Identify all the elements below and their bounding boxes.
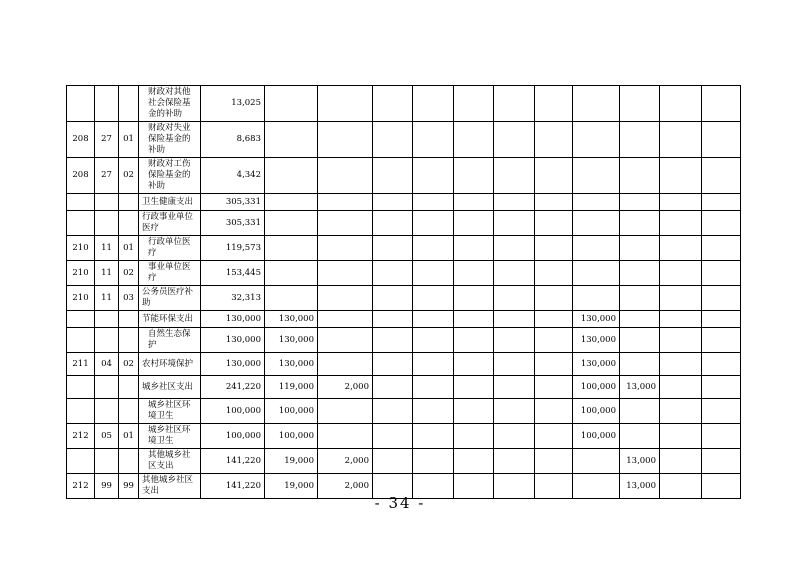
empty-cell <box>454 158 494 194</box>
empty-cell <box>702 261 741 286</box>
empty-cell <box>494 376 535 399</box>
table-row <box>67 424 741 449</box>
amount-cell: 100,000 <box>573 399 620 424</box>
empty-cell <box>660 158 702 194</box>
empty-cell <box>660 328 702 353</box>
empty-cell <box>454 311 494 328</box>
section-code-cell: 11 <box>95 236 119 261</box>
empty-cell <box>413 399 454 424</box>
empty-cell <box>413 194 454 211</box>
subject-name-cell: 财政对其他社会保险基金的补助 <box>139 86 201 122</box>
amount-cell <box>318 236 373 261</box>
subject-name-cell: 城乡社区支出 <box>139 376 201 399</box>
subject-name-cell: 城乡社区环境卫生 <box>139 399 201 424</box>
item-code-cell <box>119 311 139 328</box>
subject-name-cell: 节能环保支出 <box>139 311 201 328</box>
total-amount-cell: 305,331 <box>201 194 265 211</box>
empty-cell <box>660 86 702 122</box>
empty-cell <box>454 424 494 449</box>
subject-name-cell: 行政事业单位医疗 <box>139 211 201 236</box>
empty-cell <box>454 211 494 236</box>
empty-cell <box>660 376 702 399</box>
item-code-cell: 02 <box>119 261 139 286</box>
empty-cell <box>373 328 413 353</box>
empty-cell <box>494 311 535 328</box>
amount-cell: 130,000 <box>573 328 620 353</box>
empty-cell <box>454 376 494 399</box>
empty-cell <box>373 376 413 399</box>
section-code-cell <box>95 194 119 211</box>
table-row <box>67 328 741 353</box>
item-code-cell: 01 <box>119 236 139 261</box>
amount-cell: 100,000 <box>573 424 620 449</box>
empty-cell <box>535 261 573 286</box>
category-code-cell: 210 <box>67 261 95 286</box>
amount-cell <box>318 86 373 122</box>
empty-cell <box>413 424 454 449</box>
amount-cell: 130,000 <box>573 353 620 376</box>
total-amount-cell: 119,573 <box>201 236 265 261</box>
amount-cell <box>573 449 620 474</box>
empty-cell <box>413 158 454 194</box>
table-row <box>67 376 741 399</box>
empty-cell <box>494 122 535 158</box>
subject-name-cell: 财政对工伤保险基金的补助 <box>139 158 201 194</box>
empty-cell <box>494 158 535 194</box>
item-code-cell <box>119 399 139 424</box>
empty-cell <box>454 286 494 311</box>
empty-cell <box>494 449 535 474</box>
amount-cell <box>620 286 660 311</box>
empty-cell <box>373 399 413 424</box>
table-row <box>67 158 741 194</box>
empty-cell <box>413 261 454 286</box>
amount-cell: 130,000 <box>265 353 318 376</box>
empty-cell <box>373 261 413 286</box>
total-amount-cell: 8,683 <box>201 122 265 158</box>
category-code-cell: 210 <box>67 236 95 261</box>
item-code-cell: 99 <box>119 474 139 499</box>
amount-cell: 19,000 <box>265 449 318 474</box>
empty-cell <box>535 86 573 122</box>
amount-cell <box>318 328 373 353</box>
section-code-cell <box>95 399 119 424</box>
empty-cell <box>660 211 702 236</box>
amount-cell: 100,000 <box>265 424 318 449</box>
item-code-cell <box>119 449 139 474</box>
empty-cell <box>702 194 741 211</box>
empty-cell <box>373 211 413 236</box>
amount-cell: 130,000 <box>265 311 318 328</box>
amount-cell <box>620 424 660 449</box>
amount-cell <box>265 158 318 194</box>
subject-name-cell: 自然生态保护 <box>139 328 201 353</box>
empty-cell <box>702 449 741 474</box>
item-code-cell: 01 <box>119 122 139 158</box>
empty-cell <box>454 86 494 122</box>
empty-cell <box>660 353 702 376</box>
empty-cell <box>535 311 573 328</box>
amount-cell: 2,000 <box>318 449 373 474</box>
empty-cell <box>454 236 494 261</box>
total-amount-cell: 141,220 <box>201 449 265 474</box>
empty-cell <box>702 86 741 122</box>
amount-cell <box>620 211 660 236</box>
empty-cell <box>702 158 741 194</box>
amount-cell <box>620 158 660 194</box>
section-code-cell <box>95 376 119 399</box>
empty-cell <box>702 328 741 353</box>
subject-name-cell: 卫生健康支出 <box>139 194 201 211</box>
empty-cell <box>454 194 494 211</box>
empty-cell <box>660 399 702 424</box>
amount-cell <box>318 261 373 286</box>
section-code-cell: 11 <box>95 261 119 286</box>
amount-cell <box>573 286 620 311</box>
empty-cell <box>660 122 702 158</box>
amount-cell <box>318 286 373 311</box>
amount-cell <box>573 194 620 211</box>
empty-cell <box>413 122 454 158</box>
empty-cell <box>494 194 535 211</box>
table-row <box>67 311 741 328</box>
item-code-cell <box>119 194 139 211</box>
amount-cell <box>620 353 660 376</box>
empty-cell <box>454 261 494 286</box>
total-amount-cell: 4,342 <box>201 158 265 194</box>
amount-cell <box>265 86 318 122</box>
item-code-cell: 03 <box>119 286 139 311</box>
empty-cell <box>413 353 454 376</box>
item-code-cell <box>119 328 139 353</box>
table-row <box>67 236 741 261</box>
empty-cell <box>660 236 702 261</box>
empty-cell <box>413 328 454 353</box>
subject-name-cell: 其他城乡社区支出 <box>139 449 201 474</box>
category-code-cell <box>67 376 95 399</box>
amount-cell <box>620 328 660 353</box>
total-amount-cell: 13,025 <box>201 86 265 122</box>
total-amount-cell: 305,331 <box>201 211 265 236</box>
empty-cell <box>702 311 741 328</box>
item-code-cell <box>119 376 139 399</box>
empty-cell <box>373 286 413 311</box>
category-code-cell <box>67 311 95 328</box>
amount-cell: 100,000 <box>573 376 620 399</box>
category-code-cell: 212 <box>67 424 95 449</box>
section-code-cell: 27 <box>95 158 119 194</box>
item-code-cell: 01 <box>119 424 139 449</box>
amount-cell: 13,000 <box>620 474 660 499</box>
category-code-cell <box>67 86 95 122</box>
empty-cell <box>413 236 454 261</box>
category-code-cell <box>67 328 95 353</box>
amount-cell <box>573 211 620 236</box>
empty-cell <box>494 328 535 353</box>
empty-cell <box>494 424 535 449</box>
empty-cell <box>702 399 741 424</box>
table-row <box>67 261 741 286</box>
empty-cell <box>494 353 535 376</box>
empty-cell <box>454 449 494 474</box>
empty-cell <box>413 449 454 474</box>
empty-cell <box>454 328 494 353</box>
empty-cell <box>535 211 573 236</box>
item-code-cell: 02 <box>119 353 139 376</box>
empty-cell <box>535 158 573 194</box>
table-row <box>67 122 741 158</box>
total-amount-cell: 130,000 <box>201 311 265 328</box>
total-amount-cell: 100,000 <box>201 424 265 449</box>
subject-name-cell: 事业单位医疗 <box>139 261 201 286</box>
empty-cell <box>494 86 535 122</box>
amount-cell <box>318 399 373 424</box>
subject-name-cell: 行政单位医疗 <box>139 236 201 261</box>
empty-cell <box>702 122 741 158</box>
empty-cell <box>660 311 702 328</box>
table-row <box>67 194 741 211</box>
amount-cell <box>620 86 660 122</box>
amount-cell <box>318 158 373 194</box>
table-body <box>67 86 741 499</box>
amount-cell <box>318 353 373 376</box>
empty-cell <box>702 376 741 399</box>
empty-cell <box>413 311 454 328</box>
total-amount-cell: 32,313 <box>201 286 265 311</box>
total-amount-cell: 141,220 <box>201 474 265 499</box>
amount-cell <box>318 211 373 236</box>
amount-cell: 2,000 <box>318 376 373 399</box>
amount-cell: 130,000 <box>265 328 318 353</box>
empty-cell <box>494 236 535 261</box>
amount-cell: 13,000 <box>620 376 660 399</box>
amount-cell <box>265 286 318 311</box>
subject-name-cell: 公务员医疗补助 <box>139 286 201 311</box>
amount-cell <box>620 122 660 158</box>
table-row <box>67 353 741 376</box>
category-code-cell <box>67 449 95 474</box>
empty-cell <box>660 449 702 474</box>
category-code-cell: 212 <box>67 474 95 499</box>
amount-cell: 2,000 <box>318 474 373 499</box>
total-amount-cell: 241,220 <box>201 376 265 399</box>
empty-cell <box>535 353 573 376</box>
category-code-cell: 211 <box>67 353 95 376</box>
subject-name-cell: 农村环境保护 <box>139 353 201 376</box>
empty-cell <box>373 158 413 194</box>
empty-cell <box>373 194 413 211</box>
amount-cell: 19,000 <box>265 474 318 499</box>
section-code-cell <box>95 328 119 353</box>
empty-cell <box>535 399 573 424</box>
empty-cell <box>413 211 454 236</box>
amount-cell <box>620 194 660 211</box>
empty-cell <box>535 328 573 353</box>
amount-cell <box>620 311 660 328</box>
section-code-cell <box>95 311 119 328</box>
empty-cell <box>494 261 535 286</box>
empty-cell <box>373 311 413 328</box>
empty-cell <box>373 449 413 474</box>
total-amount-cell: 130,000 <box>201 353 265 376</box>
section-code-cell <box>95 86 119 122</box>
section-code-cell <box>95 449 119 474</box>
section-code-cell: 05 <box>95 424 119 449</box>
amount-cell <box>620 261 660 286</box>
subject-name-cell: 财政对失业保险基金的补助 <box>139 122 201 158</box>
empty-cell <box>702 236 741 261</box>
empty-cell <box>454 399 494 424</box>
amount-cell <box>573 261 620 286</box>
amount-cell <box>318 424 373 449</box>
empty-cell <box>454 353 494 376</box>
section-code-cell: 11 <box>95 286 119 311</box>
empty-cell <box>702 353 741 376</box>
section-code-cell: 99 <box>95 474 119 499</box>
amount-cell: 130,000 <box>573 311 620 328</box>
item-code-cell <box>119 211 139 236</box>
category-code-cell: 210 <box>67 286 95 311</box>
empty-cell <box>702 424 741 449</box>
empty-cell <box>535 236 573 261</box>
empty-cell <box>660 424 702 449</box>
empty-cell <box>413 376 454 399</box>
total-amount-cell: 100,000 <box>201 399 265 424</box>
item-code-cell: 02 <box>119 158 139 194</box>
amount-cell <box>265 211 318 236</box>
table-row <box>67 399 741 424</box>
empty-cell <box>660 194 702 211</box>
empty-cell <box>413 86 454 122</box>
total-amount-cell: 153,445 <box>201 261 265 286</box>
amount-cell <box>620 399 660 424</box>
empty-cell <box>494 211 535 236</box>
empty-cell <box>373 86 413 122</box>
amount-cell <box>620 236 660 261</box>
category-code-cell <box>67 211 95 236</box>
empty-cell <box>702 286 741 311</box>
section-code-cell <box>95 211 119 236</box>
amount-cell <box>573 122 620 158</box>
amount-cell: 119,000 <box>265 376 318 399</box>
section-code-cell: 27 <box>95 122 119 158</box>
amount-cell <box>573 158 620 194</box>
amount-cell <box>573 86 620 122</box>
empty-cell <box>702 211 741 236</box>
section-code-cell: 04 <box>95 353 119 376</box>
empty-cell <box>373 424 413 449</box>
amount-cell <box>573 236 620 261</box>
empty-cell <box>413 286 454 311</box>
amount-cell: 100,000 <box>265 399 318 424</box>
empty-cell <box>494 286 535 311</box>
amount-cell <box>265 261 318 286</box>
empty-cell <box>494 399 535 424</box>
table-row <box>67 86 741 122</box>
budget-table <box>66 85 741 499</box>
empty-cell <box>660 261 702 286</box>
empty-cell <box>373 236 413 261</box>
empty-cell <box>454 122 494 158</box>
amount-cell <box>318 194 373 211</box>
category-code-cell <box>67 399 95 424</box>
empty-cell <box>373 122 413 158</box>
empty-cell <box>535 449 573 474</box>
amount-cell <box>265 236 318 261</box>
empty-cell <box>535 194 573 211</box>
amount-cell: 13,000 <box>620 449 660 474</box>
total-amount-cell: 130,000 <box>201 328 265 353</box>
table-row <box>67 449 741 474</box>
empty-cell <box>535 376 573 399</box>
page-number: - 34 - <box>374 494 426 512</box>
empty-cell <box>373 353 413 376</box>
amount-cell <box>265 122 318 158</box>
amount-cell <box>265 194 318 211</box>
category-code-cell: 208 <box>67 158 95 194</box>
empty-cell <box>535 286 573 311</box>
table-row <box>67 211 741 236</box>
subject-name-cell: 城乡社区环境卫生 <box>139 424 201 449</box>
category-code-cell <box>67 194 95 211</box>
empty-cell <box>535 424 573 449</box>
item-code-cell <box>119 86 139 122</box>
amount-cell <box>318 122 373 158</box>
table-row <box>67 286 741 311</box>
amount-cell <box>318 311 373 328</box>
empty-cell <box>535 122 573 158</box>
empty-cell <box>660 286 702 311</box>
subject-name-cell: 其他城乡社区支出 <box>139 474 201 499</box>
category-code-cell: 208 <box>67 122 95 158</box>
